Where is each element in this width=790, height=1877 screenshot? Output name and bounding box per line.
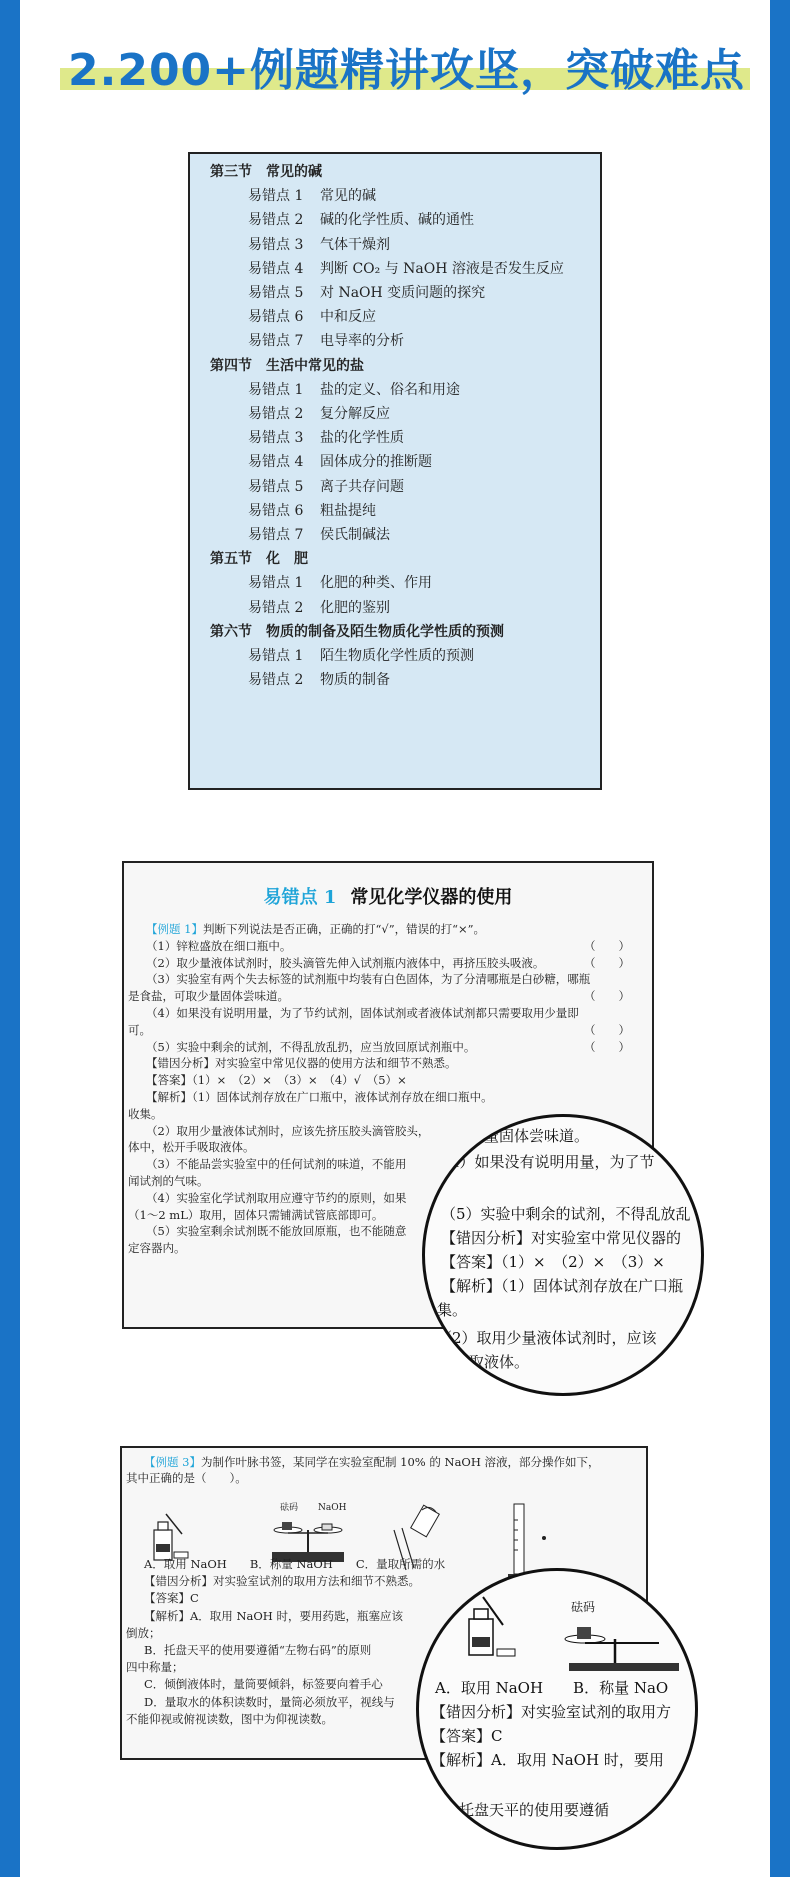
page1-line: （2）取少量液体试剂时，胶头滴管先伸入试剂瓶内液体中，再挤压胶头吸液。 bbox=[146, 955, 545, 970]
magnified-apparatus bbox=[419, 1571, 695, 1671]
cylinder-icon bbox=[508, 1504, 546, 1578]
toc-item-number: 易错点 3 bbox=[248, 430, 304, 447]
page2-line: 【例题 3】为制作叶脉书签，某同学在实验室配制 10% 的 NaOH 溶液，部分操作如下， bbox=[144, 1455, 600, 1469]
toc-item-number: 易错点 5 bbox=[248, 478, 304, 495]
right-border bbox=[770, 0, 790, 1877]
toc-item-text: 碱的化学性质、碱的通性 bbox=[320, 212, 474, 229]
page1-line: 【解析】（1）固体试剂存放在广口瓶中，液体试剂存放在细口瓶中。 bbox=[146, 1090, 493, 1104]
page2-line: A．取用 NaOH B．称量 NaOH C．量取所需的水 bbox=[144, 1557, 446, 1571]
toc-item bbox=[248, 208, 474, 232]
toc-item bbox=[248, 305, 376, 329]
toc-item-text: 物质的制备 bbox=[320, 672, 390, 689]
magnified-bottle-icon bbox=[469, 1597, 515, 1656]
toc-item-text: 常见的碱 bbox=[320, 188, 376, 205]
page2-line: 四中称量； bbox=[126, 1660, 184, 1675]
magnified-weight-label: 砝码 bbox=[571, 1600, 596, 1614]
magnified-line: 可取少量固体尝味道。 bbox=[439, 1127, 590, 1145]
toc-item-number: 易错点 2 bbox=[248, 599, 304, 616]
page1-line: 体中，松开手吸取液体。 bbox=[128, 1140, 255, 1155]
toc-item bbox=[248, 402, 390, 426]
toc-item-text: 气体干燥剂 bbox=[320, 236, 390, 253]
toc-item-number: 易错点 7 bbox=[248, 527, 304, 543]
page2-line: 其中正确的是（ ）。 bbox=[126, 1471, 247, 1485]
magnifier-2 bbox=[416, 1568, 698, 1850]
toc-item-number: 易错点 1 bbox=[248, 381, 304, 398]
bottle-icon bbox=[154, 1514, 188, 1560]
toc-item-text: 对 NaOH 变质问题的探究 bbox=[320, 285, 486, 301]
toc-item bbox=[248, 475, 404, 499]
page1-line: （5）实验室剩余试剂既不能放回原瓶，也不能随意 bbox=[146, 1224, 407, 1239]
table-of-contents bbox=[188, 152, 602, 790]
toc-item bbox=[248, 499, 376, 523]
toc-item-text: 陌生物质化学性质的预测 bbox=[320, 648, 474, 664]
toc-item bbox=[248, 233, 390, 257]
page2-line: 倒放； bbox=[126, 1625, 161, 1640]
toc-item-text: 复分解反应 bbox=[320, 406, 390, 422]
magnified-line: 【错因分析】对实验室中常见仪器的 bbox=[441, 1229, 682, 1247]
toc-item bbox=[248, 184, 376, 208]
page1-line: 收集。 bbox=[128, 1106, 163, 1121]
toc-item-number: 易错点 7 bbox=[248, 333, 304, 350]
toc-item bbox=[248, 281, 485, 305]
toc-item bbox=[248, 378, 460, 402]
toc-section: 第五节 化 肥 bbox=[210, 551, 308, 568]
magnified-line: 【答案】（1）× （2）× （3）× bbox=[441, 1253, 665, 1271]
page1-line: 是食盐，可取少量固体尝味道。 bbox=[128, 989, 289, 1004]
magnified-balance-icon bbox=[565, 1599, 679, 1671]
page1-line: （4）如果没有说明用量，为了节约试剂，固体试剂或者液体试剂都只需要取用少量即 bbox=[146, 1006, 579, 1020]
toc-item bbox=[248, 644, 474, 668]
toc-item-number: 易错点 3 bbox=[248, 236, 304, 253]
magnified-line: 【解析】A．取用 NaOH 时，要用 bbox=[431, 1751, 664, 1769]
left-border bbox=[0, 0, 20, 1877]
toc-item-text: 盐的定义、俗名和用途 bbox=[320, 381, 460, 398]
toc-item-text: 化肥的鉴别 bbox=[320, 599, 390, 616]
magnified-line: A．取用 NaOH B．称量 NaO bbox=[435, 1679, 669, 1697]
toc-item bbox=[248, 450, 432, 474]
example-tag: 【例题 3】 bbox=[144, 1455, 201, 1469]
toc-section: 第四节 生活中常见的盐 bbox=[210, 357, 364, 374]
toc-item-number: 易错点 4 bbox=[248, 454, 304, 471]
answer-parentheses: （ ） bbox=[584, 938, 630, 953]
page1-line: 【错因分析】对实验室中常见仪器的使用方法和细节不熟悉。 bbox=[146, 1056, 457, 1071]
magnified-line: 【错因分析】对实验室试剂的取用方 bbox=[431, 1703, 672, 1721]
toc-item-text: 固体成分的推断题 bbox=[320, 454, 432, 471]
toc-item-number: 易错点 2 bbox=[248, 212, 304, 229]
toc-item bbox=[248, 596, 390, 620]
page1-title: 常见化学仪器的使用 bbox=[350, 887, 513, 908]
toc-item-text: 判断 CO₂ 与 NaOH 溶液是否发生反应 bbox=[320, 260, 564, 277]
toc-item bbox=[248, 523, 390, 547]
toc-item bbox=[248, 257, 564, 281]
magnifier-1 bbox=[422, 1114, 704, 1396]
page2-line: 【解析】A．取用 NaOH 时，要用药匙，瓶塞应该 bbox=[144, 1608, 403, 1623]
answer-parentheses: （ ） bbox=[584, 989, 630, 1004]
toc-item-number: 易错点 1 bbox=[248, 575, 304, 592]
error-point-tag: 易错点 1 bbox=[263, 887, 337, 908]
toc-item-text: 粗盐提纯 bbox=[320, 502, 376, 519]
answer-parentheses: （ ） bbox=[584, 1022, 630, 1037]
page1-line: （5）实验中剩余的试剂，不得乱放乱扔，应当放回原试剂瓶中。 bbox=[146, 1039, 476, 1054]
toc-item-number: 易错点 6 bbox=[248, 309, 304, 326]
toc-item-text: 侯氏制碱法 bbox=[320, 527, 390, 543]
page2-line: 【错因分析】对实验室试剂的取用方法和细节不熟悉。 bbox=[144, 1574, 420, 1589]
weight-label: 砝码 bbox=[280, 1503, 299, 1513]
magnified-line: 托盘天平的使用要遵循 bbox=[459, 1801, 610, 1819]
page1-line: 【例题 1】判断下列说法是否正确，正确的打“√”，错误的打“×”。 bbox=[146, 922, 485, 936]
section-banner bbox=[60, 30, 750, 100]
page1-line: （1）锌粒盛放在细口瓶中。 bbox=[146, 938, 292, 953]
page1-line: 定容器内。 bbox=[128, 1241, 186, 1256]
example-tag: 【例题 1】 bbox=[146, 922, 203, 936]
balance-icon bbox=[272, 1501, 347, 1562]
page1-line: 闻试剂的气味。 bbox=[128, 1174, 209, 1188]
naoh-label: NaOH bbox=[318, 1503, 347, 1513]
toc-item-text: 离子共存问题 bbox=[320, 478, 404, 495]
page1-line: 可。 bbox=[128, 1022, 151, 1037]
toc-item-number: 易错点 1 bbox=[248, 188, 304, 205]
answer-parentheses: （ ） bbox=[584, 955, 630, 970]
toc-section: 第六节 物质的制备及陌生物质化学性质的预测 bbox=[210, 623, 504, 640]
page2-line: B．托盘天平的使用要遵循“左物右码”的原则 bbox=[144, 1643, 372, 1657]
page1-line: （4）实验室化学试剂取用应遵守节约的原则，如果 bbox=[146, 1190, 407, 1205]
magnified-line: （4）如果没有说明用量，为了节 bbox=[435, 1153, 655, 1171]
toc-item bbox=[248, 426, 404, 450]
magnified-line: （2）取用少量液体试剂时，应该 bbox=[437, 1329, 657, 1347]
toc-item-number: 易错点 5 bbox=[248, 285, 304, 301]
page1-line: 【答案】（1）× （2）× （3）× （4）√ （5）× bbox=[146, 1073, 407, 1088]
toc-item-number: 易错点 2 bbox=[248, 406, 304, 422]
toc-item-number: 易错点 6 bbox=[248, 502, 304, 519]
toc-item-number: 易错点 2 bbox=[248, 672, 304, 689]
toc-item-number: 易错点 4 bbox=[248, 260, 304, 277]
page1-line: （3）不能品尝实验室中的任何试剂的味道，不能用 bbox=[146, 1157, 407, 1172]
toc-item-text: 电导率的分析 bbox=[320, 333, 404, 350]
page2-line: 不能仰视或俯视读数，图中为仰视读数。 bbox=[126, 1711, 333, 1726]
toc-item-number: 易错点 1 bbox=[248, 648, 304, 664]
page1-heading bbox=[124, 883, 652, 909]
toc-section: 第三节 常见的碱 bbox=[210, 164, 322, 180]
page1-line: （2）取用少量液体试剂时，应该先挤压胶头滴管胶头， bbox=[146, 1123, 430, 1138]
page1-line: （3）实验室有两个失去标签的试剂瓶中均装有白色固体，为了分清哪瓶是白砂糖，哪瓶 bbox=[146, 972, 591, 987]
magnified-line: 集。 bbox=[437, 1301, 468, 1319]
toc-item bbox=[248, 571, 432, 595]
page1-line: （1～2 mL）取用，固体只需铺满试管底部即可。 bbox=[128, 1207, 384, 1222]
answer-parentheses: （ ） bbox=[584, 1039, 630, 1054]
toc-item-text: 中和反应 bbox=[320, 309, 376, 326]
magnified-line: （5）实验中剩余的试剂，不得乱放乱 bbox=[441, 1205, 691, 1223]
toc-item bbox=[248, 329, 404, 353]
toc-item-text: 化肥的种类、作用 bbox=[320, 575, 432, 592]
page2-line: 【答案】C bbox=[144, 1591, 199, 1606]
magnified-line: 【答案】C bbox=[431, 1727, 503, 1745]
page2-line: C．倾倒液体时，量筒要倾斜，标签要向着手心 bbox=[144, 1677, 383, 1692]
toc-item-text: 盐的化学性质 bbox=[320, 430, 404, 447]
magnified-line: 手吸取液体。 bbox=[439, 1353, 530, 1371]
magnified-line: 【解析】（1）固体试剂存放在广口瓶 bbox=[441, 1277, 684, 1295]
toc-item bbox=[248, 668, 390, 692]
banner-title: 2.200+例题精讲攻坚，突破难点 bbox=[68, 45, 746, 96]
page2-line: D．量取水的体积读数时，量筒必须放平，视线与 bbox=[144, 1694, 395, 1709]
